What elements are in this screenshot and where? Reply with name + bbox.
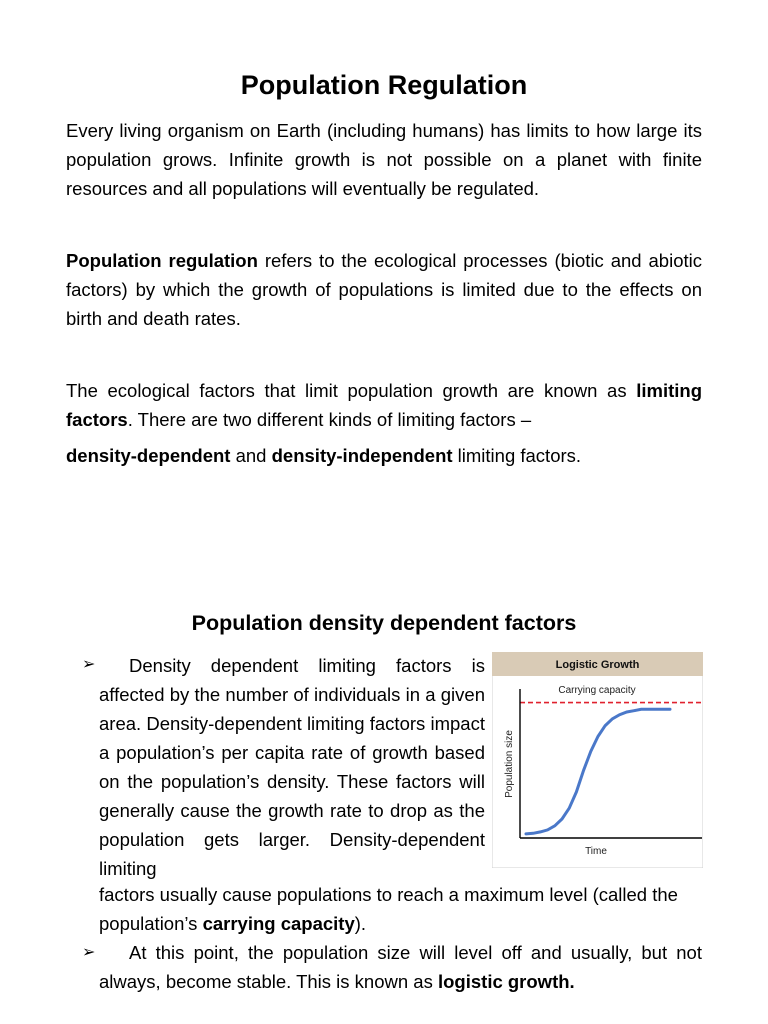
term-density-dependent: density-dependent (66, 445, 231, 466)
page-title: Population Regulation (240, 70, 528, 100)
x-axis-label: Time (585, 846, 607, 857)
factor-kinds-line (66, 441, 702, 470)
factor-kinds-and: and (230, 445, 272, 466)
limiting-text-1: The ecological factors that limit population growth are known as (66, 380, 637, 401)
logistic-growth-chart (492, 652, 703, 868)
definition-text: refers to the ecological processes (biotic and abiotic factors) by which the growth of populations is limited due to the effects on birth and death rates. (66, 250, 702, 329)
bullet-1-continuation (99, 880, 702, 938)
bullet-1-tail-end: ). (354, 913, 367, 934)
bullet-1-text (99, 651, 485, 883)
term-population-regulation: Population regulation (66, 250, 258, 271)
term-logistic-growth: logistic growth. (437, 971, 575, 992)
intro-paragraph: Every living organism on Earth (including humans) has limits to how large its population grows. Infinite growth is not possible on a planet with finite resources and all populations will eventually be regulated. (66, 120, 702, 199)
bullet-1-tail-text: factors usually cause populations to reach a maximum level (called the population’s (99, 884, 678, 934)
section-heading: Population density dependent factors (191, 611, 577, 635)
limiting-factors-paragraph (66, 376, 702, 434)
bullet-arrow-icon: ➢ (82, 656, 96, 673)
term-carrying-capacity: carrying capacity (202, 913, 355, 934)
chart-title: Logistic Growth (555, 659, 640, 671)
y-axis-label: Population size (504, 730, 515, 798)
bullet-arrow-icon: ➢ (82, 944, 96, 961)
bullet-1-body: Density dependent limiting factors is affected by the number of individuals in a given area. Density-dependent limiting factors impact a population’s per capita rate of growth based on the population’s density. These factors will generally cause the growth rate to drop as the population gets larger. Density-dependent limiting (99, 655, 485, 879)
term-density-independent: density-independent (271, 445, 453, 466)
factor-kinds-end: limiting factors. (452, 445, 582, 466)
definition-paragraph (66, 246, 702, 333)
term-limiting-factors: limiting factors (66, 380, 702, 430)
bullet-2-body: At this point, the population size will level off and usually, but not always, become stable. This is known as (99, 942, 702, 992)
carrying-capacity-label: Carrying capacity (558, 685, 636, 696)
limiting-text-2: . There are two different kinds of limiting factors – (127, 409, 532, 430)
bullet-2-text (99, 938, 702, 996)
